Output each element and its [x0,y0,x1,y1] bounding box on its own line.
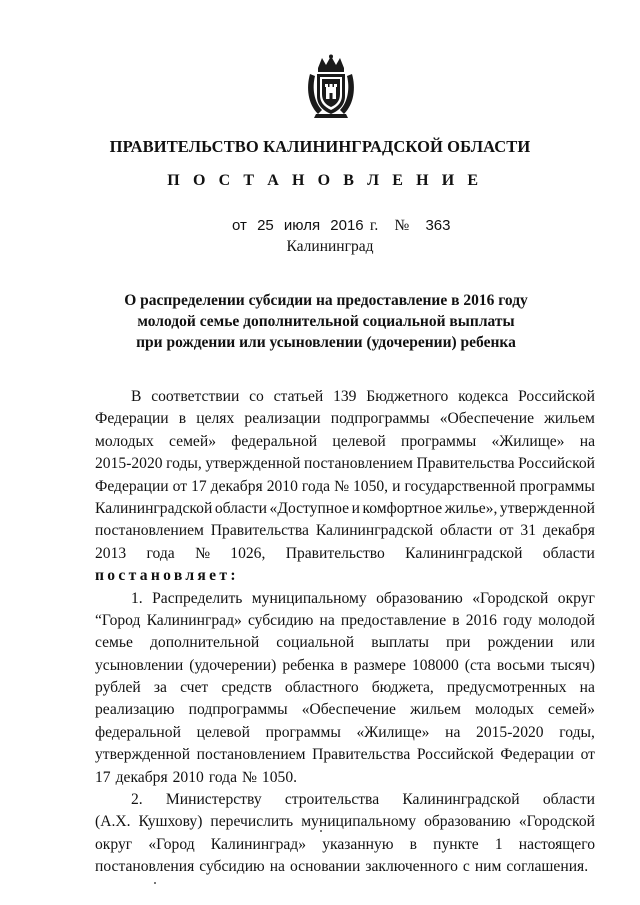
body-word: со [249,388,264,405]
body-word: Российской [416,746,494,764]
body-word: программы [265,723,341,741]
body-word: кодекса [458,388,509,405]
body-word: соглашения. [506,858,589,876]
coat-of-arms-emblem-icon [302,54,360,120]
body-word: области [542,544,595,562]
body-word: “Город [95,611,141,629]
body-word: Федерации [500,746,574,764]
body-line [95,632,595,654]
body-line [95,520,595,542]
body-word: муниципальному [251,589,367,607]
body-word: области [440,522,493,540]
body-word: в [340,656,348,674]
body-word: утвержденной [499,499,595,517]
date-year-suffix: г. [369,217,379,234]
body-word: на [579,432,595,450]
body-word: постановлением [304,455,413,473]
body-word: 2015-2020 [476,723,544,741]
date-number-line [232,217,450,235]
body-line [95,856,595,878]
body-word: 1050, [352,477,389,495]
body-word: 108000 [411,656,459,674]
scan-speck [320,830,322,832]
body-word: счет [180,679,209,697]
body-word: «Жилище» [356,723,430,741]
body-word: постановления [95,858,195,876]
body-word: указанную [322,835,394,853]
document-number: 363 [425,217,451,234]
body-word: реализацию [95,701,175,719]
body-word: года [146,544,175,562]
body-line [95,655,595,677]
body-word: годы, [559,723,595,741]
body-word: области [214,499,267,517]
body-word: образованию [424,813,511,831]
body-word: Калининградской [405,544,523,562]
body-word: 139 [333,388,357,405]
body-word: округ [95,835,133,853]
body-word: статьей [273,388,324,405]
body-word: молодых [95,432,154,450]
body-word: рублей [95,679,141,697]
body-line [95,453,595,475]
body-word: 1 [494,835,503,853]
body-word: «Доступное [269,499,350,517]
body-word: размере [353,656,406,674]
body-word: Калининградской [315,522,434,540]
body-word: бюджета, [371,679,434,697]
body-word: 1026, [230,544,266,562]
body-word: 1050. [261,768,298,786]
body-word: в [409,835,417,853]
body-word: дополнительной [149,634,260,652]
body-word: (ста [464,656,491,674]
body-word: утвержденной [95,746,191,764]
body-word: федеральной [95,723,181,741]
body-word: программы [401,432,477,450]
body-word: Федерации [95,410,169,428]
body-word: настоящего [518,835,595,853]
body-word: декабря [210,477,263,495]
body-word: целях [196,410,235,428]
body-word: субсидию [199,858,265,876]
body-word: года [301,477,331,495]
body-word: 2. [131,791,143,809]
body-line [95,565,595,587]
body-word: 2010 [266,477,298,495]
body-word: жильем [410,701,461,719]
scan-speck [154,882,156,884]
body-line [95,431,595,453]
body-word: подпрограммы [330,410,430,428]
body-word: 31 [520,522,536,540]
body-word: заключенного [365,858,458,876]
body-word: «Жилище» [491,432,565,450]
body-word: за [153,679,167,697]
body-word: в [452,611,460,629]
body-word: Правительства [312,746,411,764]
body-word: Распределить [152,589,243,607]
body-line [95,610,595,632]
body-word: на [269,858,285,876]
title-line: О распределении субсидии на предоставление в 2016 году [124,292,528,309]
body-word: с [462,858,470,876]
body-word: 17 [95,768,111,786]
body-word: рождении [487,634,554,652]
body-word: в [178,410,187,428]
body-word: 1. [131,589,143,607]
body-word: (удочерении) [189,656,277,674]
body-line [95,543,595,565]
document-type: П О С Т А Н О В Л Е Н И Е [167,172,483,189]
body-line [95,588,595,610]
body-word: пункте [433,835,479,853]
body-word: семей» [169,432,216,450]
body-line [95,677,595,699]
body-word: социальной [276,634,355,652]
date-month: июля [283,217,321,234]
body-word: Калининградской [95,499,213,517]
body-line [95,408,595,430]
body-line [95,834,595,856]
body-word: № [195,544,210,562]
body-word: 2015-2020 [95,455,163,473]
government-name: ПРАВИТЕЛЬСТВО КАЛИНИНГРАДСКОЙ ОБЛАСТИ [109,137,531,156]
body-word: Правительство [285,544,385,562]
document-title [0,290,640,353]
body-word: от [580,746,595,764]
body-word: молодых [475,701,534,719]
body-word: средств [221,679,272,697]
body-word: постановляет: [95,567,239,585]
body-word: муниципальному [301,813,417,831]
title-line: молодой семье дополнительной социальной выплаты [137,313,515,330]
body-word: строительства [284,791,380,809]
body-word: предусмотренных [446,679,567,697]
body-word: 17 [191,477,207,495]
body-word: целевой [332,432,386,450]
document-body [95,386,595,879]
body-word: № [334,477,349,495]
body-word: реализации [244,410,321,428]
body-word: постановлением [196,746,306,764]
body-word: Министерству [165,791,262,809]
body-word: 2016 [465,611,497,629]
body-word: и [351,499,360,517]
body-word: декабря [115,768,168,786]
body-word: ребенка [282,656,335,674]
body-word: годы, [166,455,202,473]
body-word: Бюджетного [366,388,449,405]
body-word: на [579,679,595,697]
body-word: молодой [538,611,595,629]
body-word: округ [557,589,595,607]
city-name: Калининград [286,238,374,255]
body-line [95,767,595,789]
body-word: целевой [196,723,250,741]
body-word: утвержденной [205,455,301,473]
body-word: Российской [518,455,595,473]
body-word: тысяч) [550,656,595,674]
body-word: «Городской [472,589,549,607]
body-word: жильем [544,410,595,428]
body-word: жилье», [444,499,498,517]
body-word: перечислить [210,813,294,831]
title-line: при рождении или усыновлении (удочерении) ребенка [136,334,516,351]
body-word: постановлением [95,522,204,540]
body-word: или [570,634,595,652]
body-line [95,744,595,766]
body-word: субсидию [247,611,314,629]
body-word: соответствии [151,388,240,405]
body-word: при [446,634,471,652]
body-word: Калининград» [210,835,307,853]
body-line [95,476,595,498]
body-word: семей» [548,701,595,719]
body-word: ним [474,858,502,876]
body-word: государственной [404,477,516,495]
body-word: Кушхову) [138,813,203,831]
body-line [95,386,595,408]
body-line [95,722,595,744]
body-word: «Обеспечение [301,701,396,719]
body-word: Калининград» [146,611,242,629]
body-word: декабря [542,522,595,540]
body-word: образованию [376,589,463,607]
body-word: программы [519,477,595,495]
body-word: и [392,477,401,495]
body-word: основании [289,858,361,876]
body-word: Российской [518,388,595,405]
body-word: семье [95,634,133,652]
body-word: усыновлении [95,656,184,674]
body-word: Правительства [210,522,309,540]
date-day: 25 [257,217,274,234]
body-word: «Обеспечение [439,410,535,428]
body-word: на [445,723,461,741]
body-word: восьми [496,656,545,674]
body-line [95,811,595,833]
date-year: 2016 [330,217,364,234]
body-word: Калининградской [402,791,520,809]
body-word: Федерации [95,477,169,495]
body-word: от [172,477,188,495]
body-word: года [208,768,238,786]
body-word: федеральной [231,432,318,450]
body-word: Правительства [416,455,515,473]
body-word: 2010 [172,768,204,786]
body-word: комфортное [362,499,443,517]
body-word: «Город [148,835,195,853]
body-word: № [242,768,257,786]
date-prefix: от [232,217,247,234]
body-word: году [503,611,533,629]
body-word: выплаты [371,634,429,652]
body-line [95,699,595,721]
body-word: 2013 [95,544,127,562]
body-line [95,498,595,520]
body-word: предоставление [340,611,447,629]
body-word: подпрограммы [188,701,288,719]
body-word: областного [284,679,359,697]
body-word: В [131,388,142,405]
body-word: (А.Х. [95,813,131,831]
body-word: «Городской [518,813,595,831]
body-line [95,789,595,811]
body-word: на [319,611,335,629]
body-word: области [542,791,595,809]
body-word: от [499,522,514,540]
number-sign: № [394,217,410,234]
